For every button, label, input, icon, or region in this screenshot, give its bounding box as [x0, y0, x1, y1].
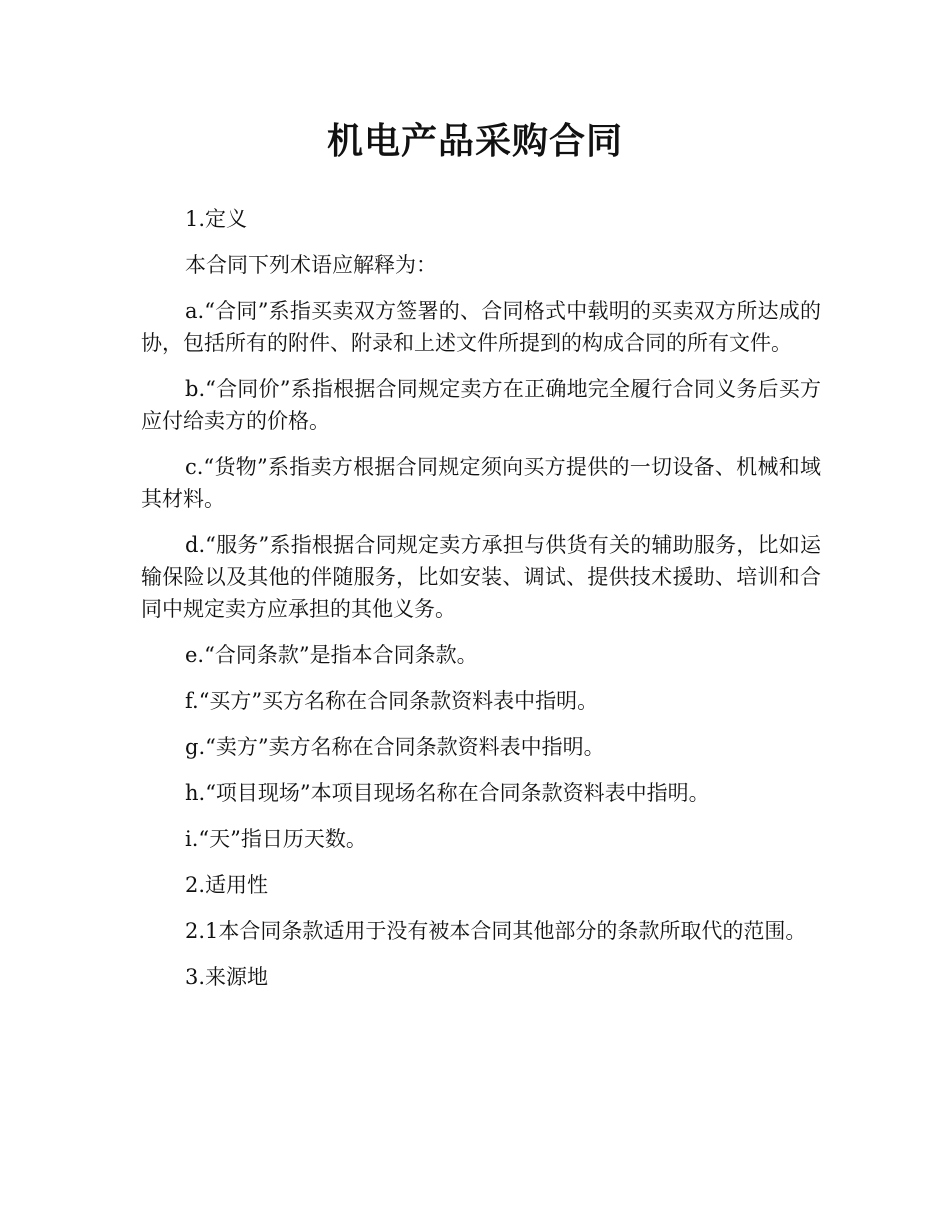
document-title: 机电产品采购合同 [326, 121, 623, 162]
document-body [141, 203, 821, 1007]
paragraph-definition-project-site: h.“项目现场”本项目现场名称在合同条款资料表中指明。 [185, 781, 710, 805]
paragraph-terms-intro: 本合同下列术语应解释为： [185, 253, 437, 277]
paragraph-definition-day: i.“天”指日历天数。 [185, 827, 367, 851]
paragraph-applicability-2-1: 2.1本合同条款适用于没有被本合同其他部分的条款所取代的范围。 [185, 919, 807, 943]
paragraph-definition-contract-price: b.“合同价”系指根据合同规定卖方在正确地完全履行合同义务后买方应付给卖方的价格。 [141, 377, 821, 433]
paragraph-definition-contract: a.“合同”系指买卖双方签署的、合同格式中载明的买卖双方所达成的协，包括所有的附件、附录和上述文件所提到的构成合同的所有文件。 [141, 299, 821, 355]
paragraph-definition-goods: c.“货物”系指卖方根据合同规定须向买方提供的一切设备、机械和域其材料。 [141, 455, 821, 511]
section-heading-origin: 3.来源地 [185, 965, 269, 989]
paragraph-definition-seller: g.“卖方”卖方名称在合同条款资料表中指明。 [185, 735, 605, 759]
paragraph-definition-buyer: f.“买方”买方名称在合同条款资料表中指明。 [185, 689, 599, 713]
paragraph-definition-services: d.“服务”系指根据合同规定卖方承担与供货有关的辅助服务，比如运输保险以及其他的伴随服务，比如安装、调试、提供技术援助、培训和合同中规定卖方应承担的其他义务。 [141, 533, 821, 621]
paragraph-definition-contract-terms: e.“合同条款”是指本合同条款。 [185, 643, 478, 667]
section-heading-applicability: 2.适用性 [185, 873, 269, 897]
section-heading-definitions: 1.定义 [185, 207, 248, 231]
